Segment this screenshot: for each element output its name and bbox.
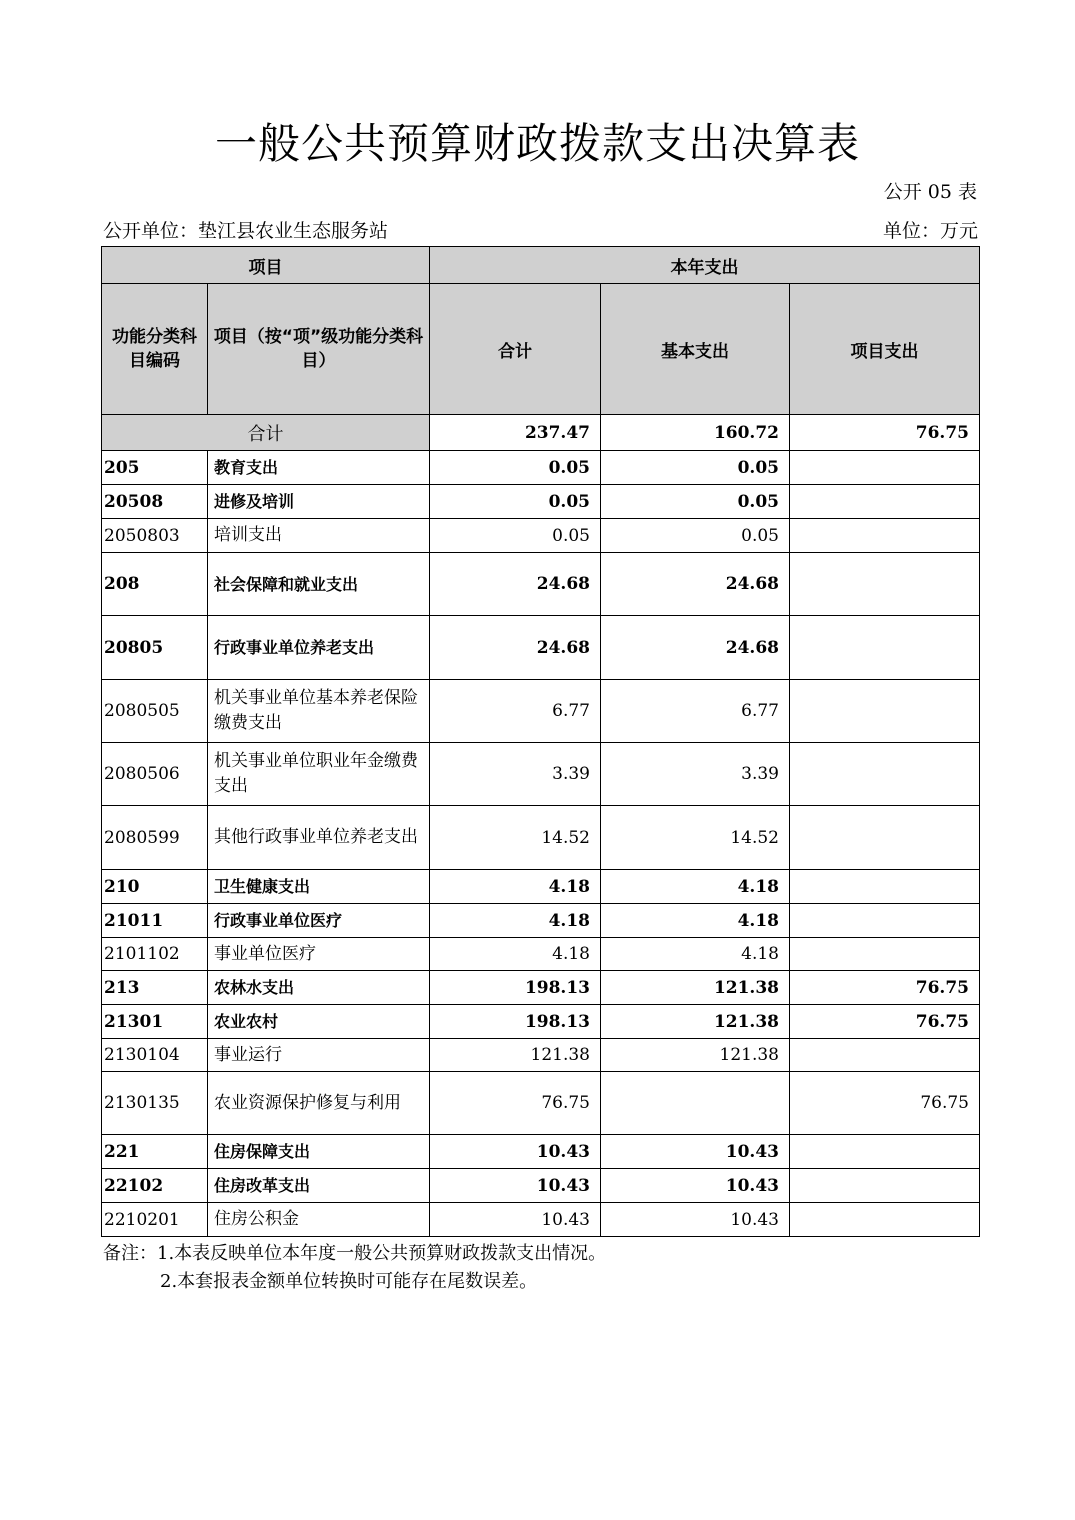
row-basic: 0.05 <box>601 519 790 553</box>
unit-info-row <box>103 218 978 244</box>
table-row <box>102 616 980 680</box>
row-basic: 4.18 <box>601 870 790 904</box>
row-code: 20508 <box>102 485 208 519</box>
table-row <box>102 553 980 616</box>
form-number: 公开 05 表 <box>883 181 977 203</box>
row-name: 住房改革支出 <box>208 1169 430 1203</box>
row-total: 14.52 <box>430 806 601 870</box>
note-2: 2.本套报表金额单位转换时可能存在尾数误差。 <box>160 1271 538 1292</box>
row-project: 76.75 <box>790 1005 980 1039</box>
row-total: 10.43 <box>430 1203 601 1237</box>
row-project <box>790 904 980 938</box>
row-name: 机关事业单位职业年金缴费支出 <box>208 743 430 806</box>
row-name: 住房保障支出 <box>208 1135 430 1169</box>
row-project: 76.75 <box>790 1072 980 1135</box>
row-project <box>790 870 980 904</box>
row-name: 机关事业单位基本养老保险缴费支出 <box>208 680 430 743</box>
row-basic: 6.77 <box>601 680 790 743</box>
row-basic <box>601 1072 790 1135</box>
row-code: 210 <box>102 870 208 904</box>
row-project <box>790 1203 980 1237</box>
row-total: 4.18 <box>430 938 601 971</box>
row-basic: 121.38 <box>601 971 790 1005</box>
row-name: 农业资源保护修复与利用 <box>208 1072 430 1135</box>
table-row <box>102 938 980 971</box>
row-total: 0.05 <box>430 451 601 485</box>
header-row-top <box>102 247 980 284</box>
row-code: 2101102 <box>102 938 208 971</box>
row-total: 4.18 <box>430 870 601 904</box>
table-row <box>102 870 980 904</box>
row-project: 76.75 <box>790 971 980 1005</box>
row-code: 2130104 <box>102 1039 208 1072</box>
row-basic: 10.43 <box>601 1169 790 1203</box>
row-basic: 3.39 <box>601 743 790 806</box>
row-basic: 121.38 <box>601 1039 790 1072</box>
row-code: 2130135 <box>102 1072 208 1135</box>
row-total: 4.18 <box>430 904 601 938</box>
row-code: 2080505 <box>102 680 208 743</box>
footnotes <box>103 1240 606 1296</box>
row-name: 其他行政事业单位养老支出 <box>208 806 430 870</box>
total-total: 237.47 <box>430 415 601 451</box>
header-project: 项目 <box>102 247 430 284</box>
row-code: 2050803 <box>102 519 208 553</box>
currency-unit: 单位：万元 <box>882 220 978 242</box>
row-total: 76.75 <box>430 1072 601 1135</box>
row-total: 3.39 <box>430 743 601 806</box>
row-total: 198.13 <box>430 971 601 1005</box>
table-row <box>102 680 980 743</box>
row-name: 事业单位医疗 <box>208 938 430 971</box>
row-total: 121.38 <box>430 1039 601 1072</box>
row-name: 社会保障和就业支出 <box>208 553 430 616</box>
table-row <box>102 451 980 485</box>
row-project <box>790 806 980 870</box>
reporting-unit: 公开单位：垫江县农业生态服务站 <box>103 220 389 242</box>
row-basic: 0.05 <box>601 485 790 519</box>
row-basic: 10.43 <box>601 1135 790 1169</box>
header-project-exp: 项目支出 <box>790 284 980 415</box>
table-row <box>102 971 980 1005</box>
row-total: 198.13 <box>430 1005 601 1039</box>
row-total: 10.43 <box>430 1169 601 1203</box>
row-code: 208 <box>102 553 208 616</box>
expenditure-table <box>101 246 980 1237</box>
row-project <box>790 938 980 971</box>
table-row <box>102 1072 980 1135</box>
header-name: 项目（按“项”级功能分类科目） <box>208 284 430 415</box>
row-project <box>790 1039 980 1072</box>
row-project <box>790 485 980 519</box>
row-code: 213 <box>102 971 208 1005</box>
table-row <box>102 1135 980 1169</box>
row-code: 2080599 <box>102 806 208 870</box>
row-name: 进修及培训 <box>208 485 430 519</box>
row-project <box>790 1135 980 1169</box>
row-total: 10.43 <box>430 1135 601 1169</box>
table-row <box>102 1169 980 1203</box>
row-project <box>790 1169 980 1203</box>
row-basic: 4.18 <box>601 904 790 938</box>
table-row <box>102 743 980 806</box>
row-basic: 121.38 <box>601 1005 790 1039</box>
row-name: 农业农村 <box>208 1005 430 1039</box>
row-name: 农林水支出 <box>208 971 430 1005</box>
table-row <box>102 485 980 519</box>
page-title: 一般公共预算财政拨款支出决算表 <box>214 119 860 168</box>
row-project <box>790 519 980 553</box>
row-total: 0.05 <box>430 519 601 553</box>
row-total: 0.05 <box>430 485 601 519</box>
header-basic: 基本支出 <box>601 284 790 415</box>
row-basic: 14.52 <box>601 806 790 870</box>
row-basic: 4.18 <box>601 938 790 971</box>
total-project: 76.75 <box>790 415 980 451</box>
row-code: 21301 <box>102 1005 208 1039</box>
row-name: 卫生健康支出 <box>208 870 430 904</box>
row-code: 22102 <box>102 1169 208 1203</box>
row-code: 205 <box>102 451 208 485</box>
row-project <box>790 680 980 743</box>
row-name: 事业运行 <box>208 1039 430 1072</box>
total-basic: 160.72 <box>601 415 790 451</box>
row-code: 2210201 <box>102 1203 208 1237</box>
table-row <box>102 519 980 553</box>
note-1: 备注：1.本表反映单位本年度一般公共预算财政拨款支出情况。 <box>103 1243 607 1264</box>
header-total: 合计 <box>430 284 601 415</box>
total-row <box>102 415 980 451</box>
row-project <box>790 616 980 680</box>
row-project <box>790 553 980 616</box>
header-code: 功能分类科目编码 <box>102 284 208 415</box>
row-name: 教育支出 <box>208 451 430 485</box>
row-name: 住房公积金 <box>208 1203 430 1237</box>
total-label: 合计 <box>102 415 430 451</box>
row-project <box>790 743 980 806</box>
row-total: 6.77 <box>430 680 601 743</box>
row-total: 24.68 <box>430 616 601 680</box>
row-basic: 24.68 <box>601 553 790 616</box>
row-basic: 24.68 <box>601 616 790 680</box>
table-row <box>102 904 980 938</box>
row-code: 221 <box>102 1135 208 1169</box>
table-row <box>102 806 980 870</box>
row-basic: 0.05 <box>601 451 790 485</box>
row-total: 24.68 <box>430 553 601 616</box>
table-row <box>102 1203 980 1237</box>
row-project <box>790 451 980 485</box>
row-code: 21011 <box>102 904 208 938</box>
table-row <box>102 1039 980 1072</box>
row-name: 行政事业单位养老支出 <box>208 616 430 680</box>
row-name: 行政事业单位医疗 <box>208 904 430 938</box>
row-code: 2080506 <box>102 743 208 806</box>
table-row <box>102 1005 980 1039</box>
header-row-columns <box>102 284 980 415</box>
row-basic: 10.43 <box>601 1203 790 1237</box>
row-name: 培训支出 <box>208 519 430 553</box>
row-code: 20805 <box>102 616 208 680</box>
header-current-year: 本年支出 <box>430 247 980 284</box>
